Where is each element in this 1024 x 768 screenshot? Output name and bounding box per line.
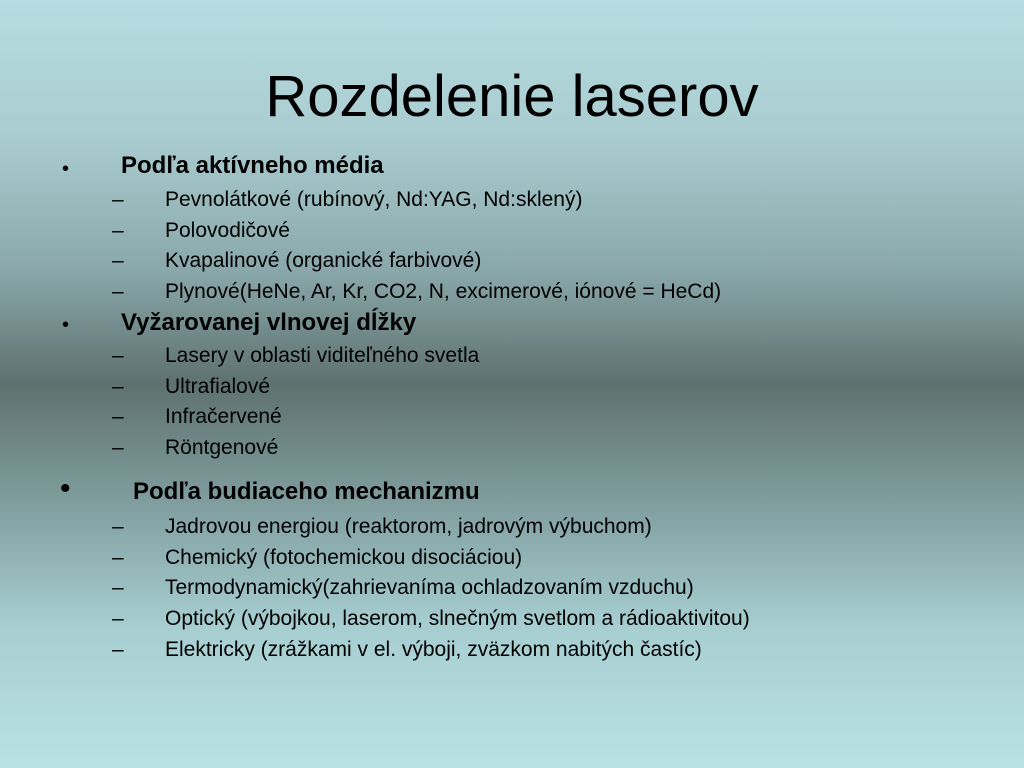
- list-item: Jadrovou energiou (reaktorom, jadrovým výbuchom): [165, 515, 652, 538]
- list-item: Lasery v oblasti viditeľného svetla: [165, 344, 480, 367]
- dash-icon: –: [112, 280, 124, 303]
- list-item: Polovodičové: [165, 219, 290, 242]
- list-item: Infračervené: [165, 405, 282, 428]
- list-item: Pevnolátkové (rubínový, Nd:YAG, Nd:sklený): [165, 188, 583, 211]
- dash-icon: –: [112, 249, 124, 272]
- bullet-icon: •: [62, 314, 70, 336]
- section-heading-wavelength: Vyžarovanej vlnovej dĺžky: [121, 309, 417, 336]
- bullet-icon: •: [62, 158, 70, 180]
- list-item: Chemický (fotochemickou disociáciou): [165, 546, 523, 569]
- dash-icon: –: [112, 546, 124, 569]
- list-item: Plynové(HeNe, Ar, Kr, CO2, N, excimerové, iónové = HeCd): [165, 280, 722, 303]
- dash-icon: –: [112, 576, 124, 599]
- dash-icon: –: [112, 638, 124, 661]
- dash-icon: –: [112, 344, 124, 367]
- list-item: Kvapalinové (organické farbivové): [165, 249, 482, 272]
- dash-icon: –: [112, 405, 124, 428]
- section-heading-excitation: Podľa budiaceho mechanizmu: [133, 478, 480, 505]
- bullet-icon: •: [60, 472, 71, 505]
- section-heading-active-medium: Podľa aktívneho média: [121, 152, 384, 179]
- dash-icon: –: [112, 188, 124, 211]
- dash-icon: –: [112, 515, 124, 538]
- list-item: Elektricky (zrážkami v el. výboji, zväzkom nabitých častíc): [165, 638, 702, 661]
- dash-icon: –: [112, 375, 124, 398]
- list-item: Röntgenové: [165, 436, 279, 459]
- list-item: Ultrafialové: [165, 375, 271, 398]
- slide-title: Rozdelenie laserov: [265, 64, 759, 129]
- dash-icon: –: [112, 219, 124, 242]
- dash-icon: –: [112, 607, 124, 630]
- list-item: Termodynamický(zahrievaníma ochladzovaním vzduchu): [165, 576, 694, 599]
- dash-icon: –: [112, 436, 124, 459]
- list-item: Optický (výbojkou, laserom, slnečným svetlom a rádioaktivitou): [165, 607, 750, 630]
